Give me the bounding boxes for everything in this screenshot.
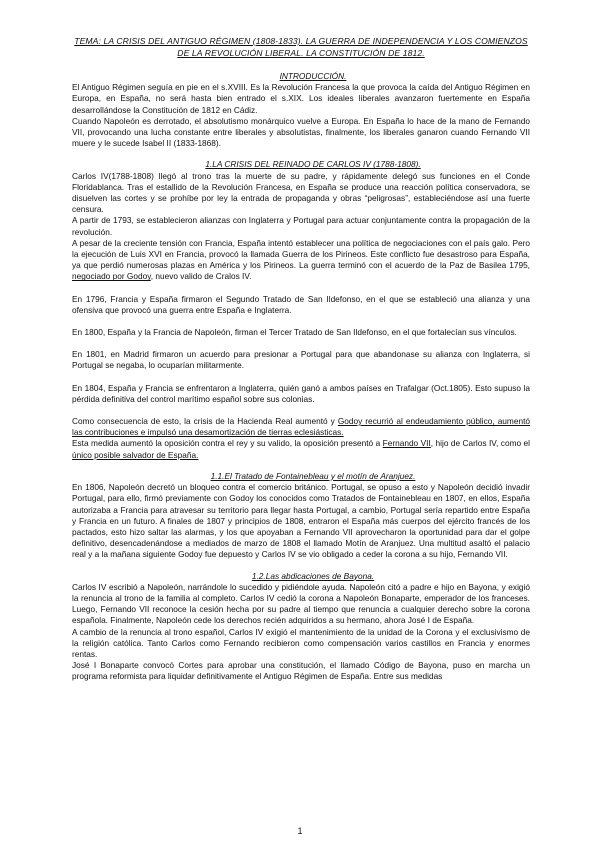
s1-paragraph-9 (72, 438, 530, 460)
intro-paragraph-2: Cuando Napoleón es derrotado, el absolutismo monárquico vuelve a Europa. En España lo hace de la mano de Fernando VII, provocando una lucha constante entre liberales y absolutistas, finalmente, los liberales ganaron cuando Fernando VII muere y le sucede Isabel II (1833-1868). (72, 115, 530, 149)
s12-paragraph-3: José I Bonaparte convocó Cortes para aprobar una constitución, el llamado Código de Bayona, puso en marcha un programa reformista para liquidar definitivamente el Antiguo Régimen de España. Entre sus medidas (72, 660, 530, 682)
s12-paragraph-2: A cambio de la renuncia al trono español, Carlos IV exigió el mantenimiento de la unidad de la Corona y el exclusivismo de la religión católica. Tanto Carlos como Fernando recibieron como compensación varios castillos en Francia y enormes rentas. (72, 626, 530, 659)
s1-p8-underlined: Godoy recurrió al endeudamiento público, aumentó las contribuciones e impulsó una desamortización de tierras eclesiásticas. (72, 416, 530, 438)
s1-p8-text-a: Como consecuencia de esto, la crisis de la Hacienda Real aumentó y (72, 416, 338, 427)
s1-paragraph-3 (72, 238, 530, 283)
page-number: 1 (297, 826, 303, 836)
s1-paragraph-4: En 1796, Francia y España firmaron el Segundo Tratado de San Ildefonso, en el que se estableció una alianza y una ofensiva que provocó una guerra entre España e Inglaterra. (72, 293, 530, 315)
s12-paragraph-1: Carlos IV escribió a Napoleón, narrándole lo sucedido y pidiéndole ayuda. Napoleón citó a padre e hijo en Bayona, y exigió la renuncia al trono de la familia al completo. Carlos IV cedió la corona a Napoleón Bonaparte, emperador de los franceses. Luego, Fernando VII reconoce la cesión hecha por su padre al tiempo que renuncia a cualquier derecho sobre la corona española. Finalmente, Napoleón cede los derechos recién adquiridos a su hermano, ahora José I de España. (72, 581, 530, 626)
s1-paragraph-7: En 1804, España y Francia se enfrentaron a Inglaterra, quién ganó a ambos países en Trafalgar (Oct.1805). Esto supuso la pérdida definitiva del control marítimo español sobre sus colonias. (72, 382, 530, 404)
s1-p3-text-a: A pesar de la creciente tensión con Francia, España intentó establecer una política de negociaciones con el país galo. Pero la ejecución de Luis XVI en Francia, provocó la llamada Guerra de los Pirineos. Este conflicto fue desastroso para España, ya que perdió numerosas plazas en América y los Pirineos. La guerra terminó con el acuerdo de la Paz de Basilea 1795, (72, 237, 530, 271)
section-1-heading: 1.LA CRISIS DEL REINADO DE CARLOS IV (1788-1808). (205, 159, 421, 170)
s1-p9-underlined-1: Fernando VII (382, 438, 431, 449)
s1-paragraph-8 (72, 416, 530, 438)
section-1-2-heading: 1.2.Las abdicaciones de Bayona. (251, 570, 375, 581)
intro-heading: INTRODUCCIÓN. (279, 71, 347, 81)
s1-p9-text-b: , hijo de Carlos IV, como el (430, 438, 530, 449)
s1-paragraph-2: A partir de 1793, se establecieron alianzas con Inglaterra y Portugal para actuar conjuntamente contra la propagación de la revolución. (72, 215, 530, 237)
s1-p9-text-a: Esta medida aumentó la oposición contra el rey y su valido, la oposición presentó a (72, 438, 383, 449)
s1-p3-text-b: , nuevo valido de Cralos IV. (150, 271, 252, 282)
intro-paragraph-1: El Antiguo Régimen seguía en pie en el s.XVIII. Es la Revolución Francesa la que provoca la caída del Antiguo Régimen en Europa, en España, no será hasta bien entrado el s.XIX. Los ideales liberales avanzaron fuertemente en España desarrollándose la Constitución de 1812 en Cádiz. (72, 82, 530, 115)
s1-p9-underlined-2: único posible salvador de España. (72, 449, 199, 460)
s1-paragraph-1: Carlos IV(1788-1808) llegó al trono tras la muerte de su padre, y rápidamente delegó sus funciones en el Conde Floridablanca. Tras el estallido de la Revolución Francesa, en España se produce una reacción política conservadora, se disuelven las cortes y se prohíbe por ley la entrada de propaganda y obras “peligrosas”, estableciéndose así una fuerte censura. (72, 170, 530, 215)
s1-p3-underlined: negociado por Godoy (72, 271, 151, 282)
s1-paragraph-5: En 1800, España y la Francia de Napoleón, firman el Tercer Tratado de San Ildefonso, en el que fortalecían sus vínculos. (72, 327, 517, 338)
document-title: TEMA: LA CRISIS DEL ANTIGUO RÉGIMEN (1808-1833). LA GUERRA DE INDEPENDENCIA Y LOS COMIENZOS DE LA REVOLUCIÓN LIBERAL. LA CONSTITUCIÓN DE 1812. (74, 36, 528, 58)
s11-paragraph-1: En 1806, Napoleón decretó un bloqueo contra el comercio británico. Portugal, se opuso a esto y Napoleón decidió invadir Portugal, para ello, firmó previamente con Godoy los conocidos como Tratados de Fontainebleau en 1807, en ellos, España autorizaba a Francia para atravesar su territorio para llegar hasta Portugal, a cambio, Portugal sería repartido entre España y Francia en un futuro. A finales de 1807 y principios de 1808, entraron el España más cuerpos del ejército francés de los pactados, esto hizo saltar las alarmas, y los que apoyaban a Fernando VII aprovecharon la oportunidad para dar el golpe definitivo, desencadenándose a mediados de marzo de 1808 el llamado Motín de Aranjuez. Una multitud asaltó el palacio real y a la mañana siguiente Godoy fue depuesto y Carlos IV se vio obligado a ceder la corona a su hijo, Fernando VII. (72, 482, 530, 560)
section-1-1-heading: 1.1.El Tratado de Fontainebleau y el motín de Aranjuez. (210, 470, 416, 481)
s1-paragraph-6: En 1801, en Madrid firmaron un acuerdo para presionar a Portugal para que abandonase su alianza con Inglaterra, si Portugal se negaba, lo ocuparían militarmente. (72, 349, 530, 371)
